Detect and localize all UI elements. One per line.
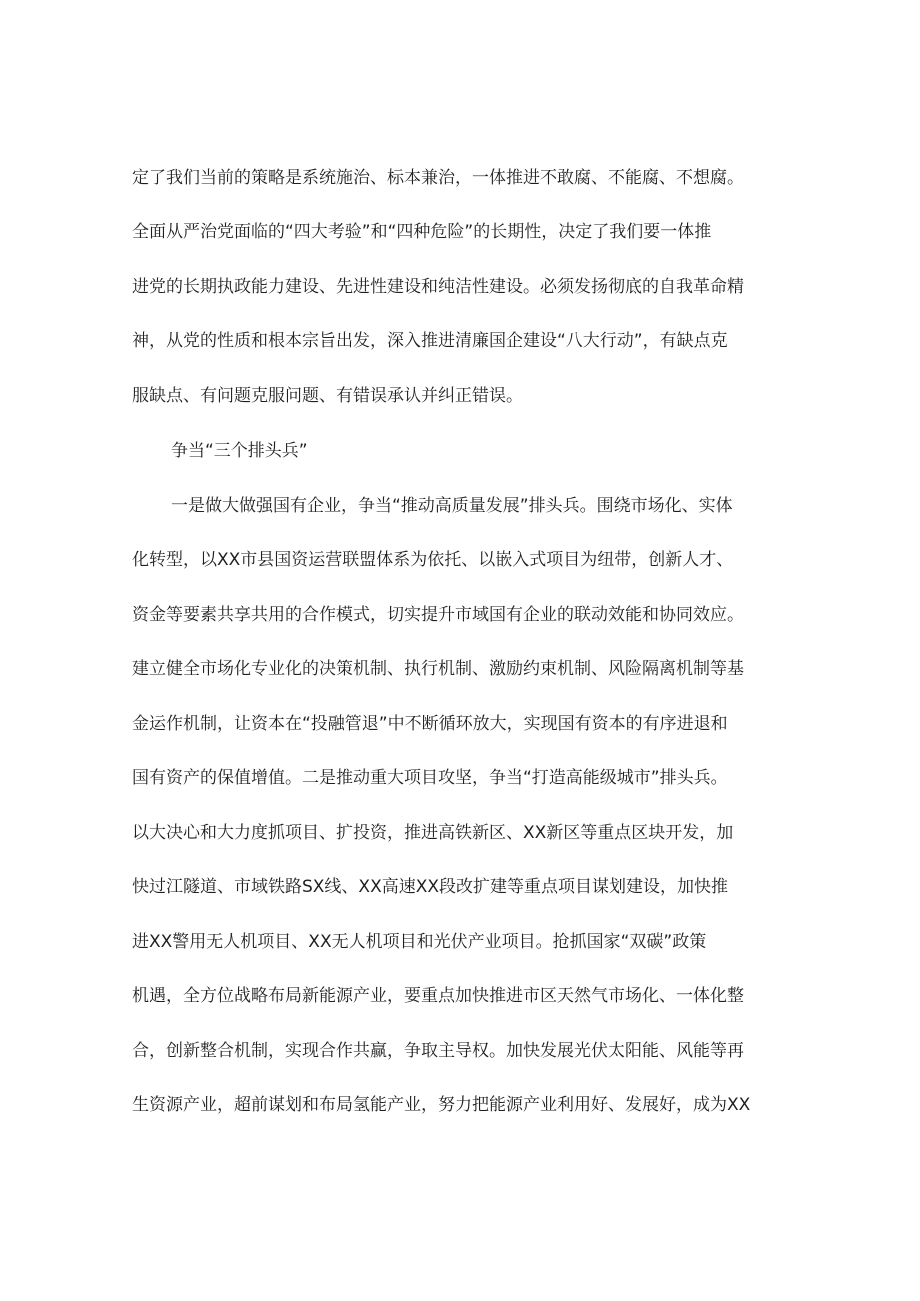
paragraph-2-line: 生资源产业，超前谋划和布局氢能产业，努力把能源产业利用好、发展好，成为XX [132, 1095, 751, 1115]
paragraph-2-line: 建立健全市场化专业化的决策机制、执行机制、激励约束机制、风险隔离机制等基 [132, 659, 744, 679]
paragraph-1-line: 神，从党的性质和根本宗旨出发，深入推进清廉国企建设“八大行动”，有缺点克 [132, 331, 728, 351]
paragraph-2-line: 以大决心和大力度抓项目、扩投资，推进高铁新区、XX新区等重点区块开发，加 [132, 823, 734, 843]
paragraph-2-line: 国有资产的保值增值。二是推动重大项目攻坚，争当“打造高能级城市”排头兵。 [132, 768, 728, 788]
paragraph-2-line: 资金等要素共享共用的合作模式，切实提升市域国有企业的联动效能和协同效应。 [132, 605, 744, 625]
paragraph-2-line: 进XX警用无人机项目、XX无人机项目和光伏产业项目。抢抓国家“双碳”政策 [132, 932, 707, 952]
paragraph-2-line: 合，创新整合机制，实现合作共赢，争取主导权。加快发展光伏太阳能、风能等再 [132, 1041, 744, 1061]
section-heading: 争当“三个排头兵” [171, 441, 308, 461]
paragraph-2-line: 金运作机制，让资本在“投融管退”中不断循环放大，实现国有资本的有序进退和 [132, 714, 728, 734]
paragraph-2-line: 一是做大做强国有企业，争当“推动高质量发展”排头兵。围绕市场化、实体 [171, 496, 733, 516]
paragraph-1-line: 进党的长期执政能力建设、先进性建设和纯洁性建设。必须发扬彻底的自我革命精 [132, 277, 744, 297]
paragraph-2-line: 快过江隧道、市域铁路SX线、XX高速XX段改扩建等重点项目谋划建设，加快推 [132, 877, 729, 897]
paragraph-1-line: 定了我们当前的策略是系统施治、标本兼治，一体推进不敢腐、不能腐、不想腐。 [132, 168, 744, 188]
paragraph-1-line: 全面从严治党面临的“四大考验”和“四种危险”的长期性，决定了我们要一体推 [132, 222, 712, 242]
paragraph-1-line: 服缺点、有问题克服问题、有错误承认并纠正错误。 [132, 386, 523, 406]
paragraph-2-line: 化转型，以XX市县国资运营联盟体系为依托、以嵌入式项目为纽带，创新人才、 [132, 550, 734, 570]
paragraph-2-line: 机遇，全方位战略布局新能源产业，要重点加快推进市区天然气市场化、一体化整 [132, 986, 744, 1006]
